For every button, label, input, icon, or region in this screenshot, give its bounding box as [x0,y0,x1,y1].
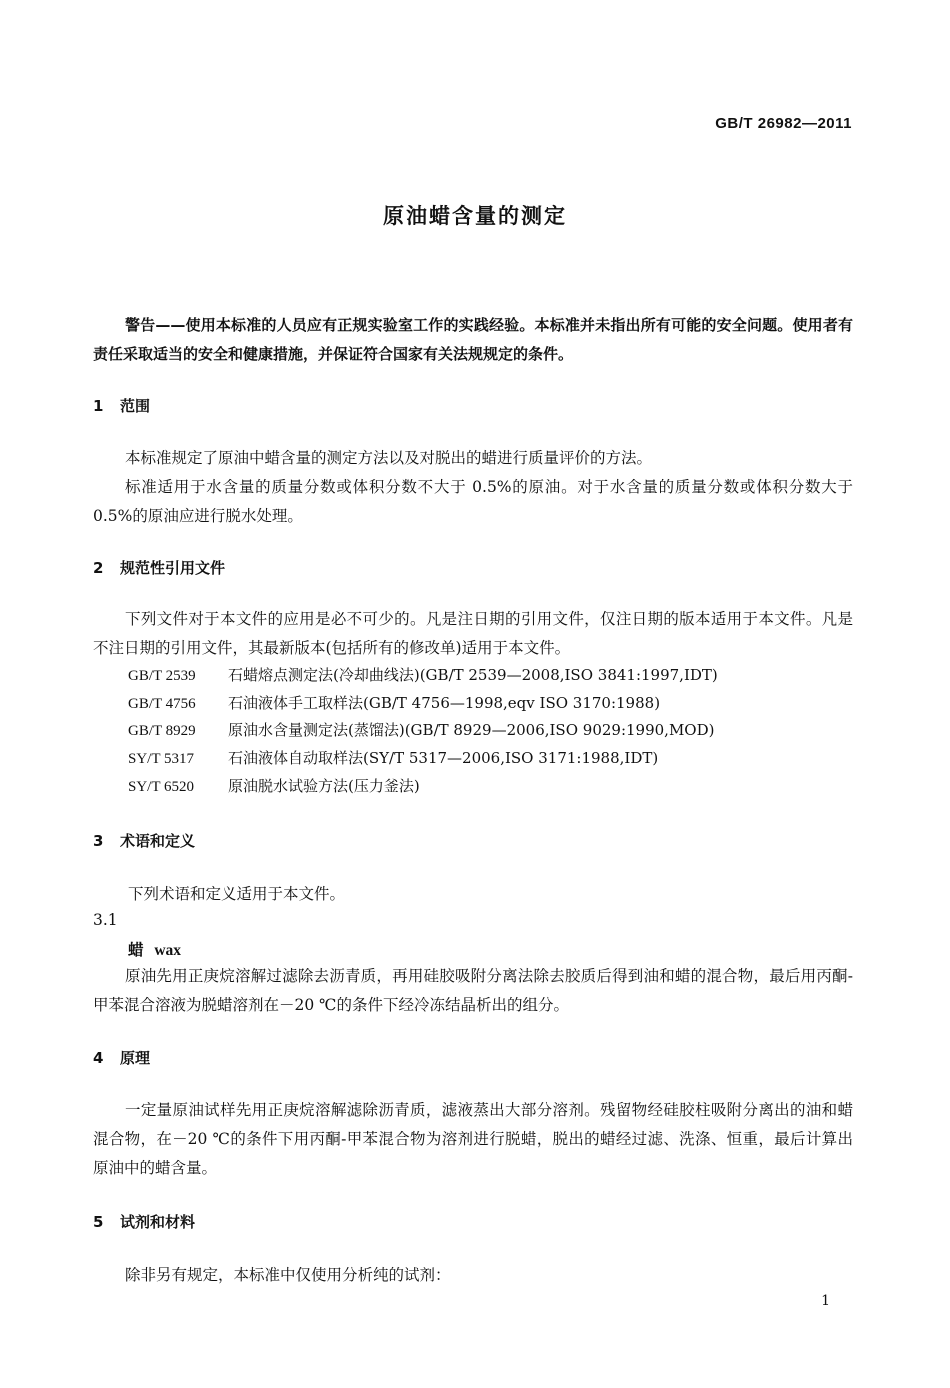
section-2-heading [93,557,225,578]
standard-code: GB/T 26982—2011 [715,115,852,132]
reference-code: SY/T 6520 [128,779,194,795]
reference-text: 石油液体自动取样法(SY/T 5317—2006,ISO 3171:1988,IDT) [228,749,659,767]
section-number: 2 [93,559,104,577]
reagents-intro: 除非另有规定，本标准中仅使用分析纯的试剂： [125,1266,451,1284]
section-4-heading [93,1047,150,1068]
page-number: 1 [821,1293,830,1309]
reference-text: 原油脱水试验方法(压力釜法) [228,777,420,795]
document-title: 原油蜡含量的测定 [383,204,567,228]
term-chinese: 蜡 [128,941,144,959]
section-title: 原理 [120,1049,151,1067]
warning-paragraph: 警告——使用本标准的人员应有正规实验室工作的实践经验。本标准并未指出所有可能的安全问题。使用者有责任采取适当的安全和健康措施，并保证符合国家有关法规规定的条件。 [93,316,853,363]
scope-paragraph-2: 标准适用于水含量的质量分数或体积分数不大于 0.5%的原油。对于水含量的质量分数或体积分数大于 0.5%的原油应进行脱水处理。 [93,478,853,525]
reference-text: 石油液体手工取样法(GB/T 4756—1998,eqv ISO 3170:1988) [228,694,661,712]
section-number: 3 [93,832,104,850]
section-1-heading [93,395,150,416]
reference-code: GB/T 2539 [128,668,196,684]
reference-item [128,664,718,685]
references-intro: 下列文件对于本文件的应用是必不可少的。凡是注日期的引用文件，仅注日期的版本适用于本文件。凡是不注日期的引用文件，其最新版本(包括所有的修改单)适用于本文件。 [93,610,853,657]
reference-code: GB/T 4756 [128,696,196,712]
section-title: 范围 [120,397,151,415]
reference-item [128,719,714,740]
term-number: 3.1 [93,911,118,929]
scope-paragraph-1: 本标准规定了原油中蜡含量的测定方法以及对脱出的蜡进行质量评价的方法。 [125,449,653,467]
reference-item [128,747,658,768]
section-number: 1 [93,397,104,415]
reference-item [128,692,660,713]
section-number: 5 [93,1213,104,1231]
terms-intro: 下列术语和定义适用于本文件。 [128,885,346,903]
section-number: 4 [93,1049,104,1067]
section-3-heading [93,830,195,851]
term-definition: 原油先用正庚烷溶解过滤除去沥青质，再用硅胶吸附分离法除去胶质后得到油和蜡的混合物，最后用丙酮-甲苯混合溶液为脱蜡溶剂在－20 ℃的条件下经冷冻结晶析出的组分。 [93,967,853,1014]
reference-text: 石蜡熔点测定法(冷却曲线法)(GB/T 2539—2008,ISO 3841:1997,IDT) [228,666,718,684]
principle-paragraph: 一定量原油试样先用正庚烷溶解滤除沥青质，滤液蒸出大部分溶剂。残留物经硅胶柱吸附分离出的油和蜡混合物，在－20 ℃的条件下用丙酮-甲苯混合物为溶剂进行脱蜡，脱出的蜡经过滤、洗涤、恒重，最后计算出原油中的蜡含量。 [93,1101,853,1177]
section-title: 规范性引用文件 [120,559,226,577]
reference-code: SY/T 5317 [128,751,194,767]
section-title: 试剂和材料 [120,1213,196,1231]
reference-text: 原油水含量测定法(蒸馏法)(GB/T 8929—2006,ISO 9029:1990,MOD) [228,721,715,739]
reference-code: GB/T 8929 [128,723,196,739]
term-english: wax [154,942,182,959]
section-title: 术语和定义 [120,832,196,850]
term-entry [128,938,181,960]
reference-item [128,775,420,796]
section-5-heading [93,1211,195,1232]
